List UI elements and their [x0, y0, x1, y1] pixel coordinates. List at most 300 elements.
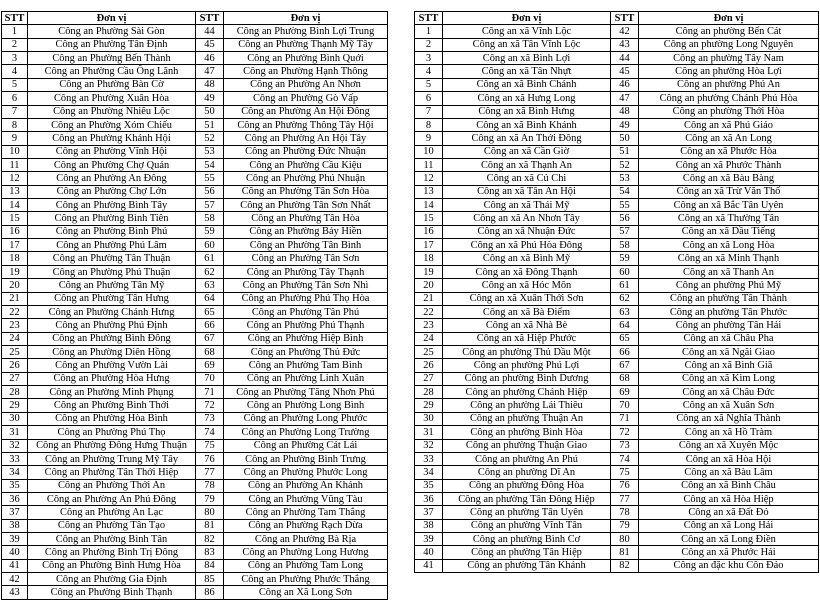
- row-number: 51: [196, 118, 224, 131]
- table-row: [2, 345, 388, 358]
- row-number: 2: [2, 38, 28, 51]
- unit-name: Công an xã An Thới Đông: [443, 132, 611, 145]
- table-row: [415, 158, 819, 171]
- unit-name: Công an xã Phước Thành: [639, 158, 819, 171]
- row-number: 48: [196, 78, 224, 91]
- table-row: [415, 25, 819, 38]
- table-row: [2, 492, 388, 505]
- unit-name: Công an Phường Sài Gòn: [28, 25, 196, 38]
- unit-name: Công an phường Tây Nam: [639, 52, 819, 65]
- unit-name: Công an Phường Chợ Quán: [28, 158, 196, 171]
- row-number: 36: [415, 492, 443, 505]
- table-row: [415, 506, 819, 519]
- unit-name: Công an xã Trừ Văn Thố: [639, 185, 819, 198]
- unit-name: Công an xã Dầu Tiếng: [639, 225, 819, 238]
- table-row: [415, 65, 819, 78]
- table-row: [2, 118, 388, 131]
- unit-name: Công an Phường Gò Vấp: [224, 92, 388, 105]
- row-number: 13: [415, 185, 443, 198]
- row-number: 67: [196, 332, 224, 345]
- table-row: [2, 78, 388, 91]
- row-number: 67: [611, 359, 639, 372]
- row-number: 54: [611, 185, 639, 198]
- unit-name: Công an Phường An Nhơn: [224, 78, 388, 91]
- table-row: [415, 239, 819, 252]
- row-number: 50: [196, 105, 224, 118]
- unit-name: Công an Phường Hạnh Thông: [224, 65, 388, 78]
- row-number: 63: [196, 279, 224, 292]
- row-number: 22: [415, 305, 443, 318]
- unit-name: Công an phường Tân Hiệp: [443, 546, 611, 559]
- table-row: [2, 305, 388, 318]
- table-row: [2, 212, 388, 225]
- unit-name: Công an xã Thanh An: [639, 265, 819, 278]
- unit-name: Công an Phường Phú Thọ Hòa: [224, 292, 388, 305]
- unit-name: Công an Phường Cầu Kiệu: [224, 158, 388, 171]
- unit-name: Công an Phường Tân Định: [28, 38, 196, 51]
- unit-name: Công an Phường Tam Thắng: [224, 506, 388, 519]
- row-number: 49: [196, 92, 224, 105]
- table-row: [415, 533, 819, 546]
- table-row: [2, 519, 388, 532]
- row-number: 52: [611, 158, 639, 171]
- header-stt: STT: [415, 12, 443, 25]
- row-number: 41: [415, 559, 443, 572]
- table-row: [2, 359, 388, 372]
- unit-name: Công an Phường Phú Nhuận: [224, 172, 388, 185]
- unit-name: Công an xã Xuyên Mộc: [639, 439, 819, 452]
- table-row: [2, 265, 388, 278]
- row-number: 26: [2, 359, 28, 372]
- unit-name: Công an xã Hòa Hiệp: [639, 492, 819, 505]
- unit-name: Công an xã Xuân Thới Sơn: [443, 292, 611, 305]
- row-number: 14: [2, 199, 28, 212]
- row-number: 35: [2, 479, 28, 492]
- row-number: 62: [196, 265, 224, 278]
- row-number: 64: [196, 292, 224, 305]
- unit-name: Công an phường Bình Hòa: [443, 426, 611, 439]
- row-number: 7: [415, 105, 443, 118]
- table-row: [2, 132, 388, 145]
- table-row: [2, 479, 388, 492]
- unit-name: Công an Phường Bình Thới: [28, 399, 196, 412]
- unit-name: Công an xã Thái Mỹ: [443, 199, 611, 212]
- table-row: [415, 292, 819, 305]
- unit-name: Công an xã Hòa Hội: [639, 452, 819, 465]
- row-number: 72: [611, 426, 639, 439]
- row-number: 77: [196, 466, 224, 479]
- table-row: [2, 279, 388, 292]
- unit-name: Công an phường Bình Dương: [443, 372, 611, 385]
- row-number: 27: [2, 372, 28, 385]
- unit-name: Công an xã Đất Đỏ: [639, 506, 819, 519]
- unit-name: Công an Phường Minh Phụng: [28, 386, 196, 399]
- unit-name: Công an Phường Bà Rịa: [224, 533, 388, 546]
- table-row: [2, 332, 388, 345]
- unit-name: Công an phường Lái Thiêu: [443, 399, 611, 412]
- table-row: [415, 305, 819, 318]
- row-number: 64: [611, 319, 639, 332]
- row-number: 40: [415, 546, 443, 559]
- unit-name: Công an Phường Tân Tạo: [28, 519, 196, 532]
- unit-name: Công an Phường An Phú Đông: [28, 492, 196, 505]
- table-row: [2, 185, 388, 198]
- unit-name: Công an xã Bắc Tân Uyên: [639, 199, 819, 212]
- row-number: 60: [196, 239, 224, 252]
- row-number: 24: [2, 332, 28, 345]
- row-number: 37: [415, 506, 443, 519]
- row-number: 21: [2, 292, 28, 305]
- unit-name: Công an xã Bình Giã: [639, 359, 819, 372]
- unit-name: Công an xã Bình Khánh: [443, 118, 611, 131]
- row-number: 58: [196, 212, 224, 225]
- unit-name: Công an phường Tân Phước: [639, 305, 819, 318]
- unit-name: Công an Phường Gia Định: [28, 573, 196, 586]
- row-number: 50: [611, 132, 639, 145]
- row-number: 23: [2, 319, 28, 332]
- unit-name: Công an Phường Bảy Hiền: [224, 225, 388, 238]
- row-number: 59: [196, 225, 224, 238]
- table-row: [415, 132, 819, 145]
- row-number: 34: [415, 466, 443, 479]
- unit-name: Công an phường Phú Mỹ: [639, 279, 819, 292]
- row-number: 65: [611, 332, 639, 345]
- unit-name: Công an Phường Cát Lái: [224, 439, 388, 452]
- table-row: [415, 519, 819, 532]
- unit-name: Công an Phường Tân Thới Hiệp: [28, 466, 196, 479]
- table-row: [415, 252, 819, 265]
- row-number: 8: [2, 118, 28, 131]
- unit-name: Công an xã Châu Pha: [639, 332, 819, 345]
- unit-name: Công an Phường Phú Thạnh: [224, 319, 388, 332]
- row-number: 42: [2, 573, 28, 586]
- row-number: 46: [196, 52, 224, 65]
- row-number: 68: [196, 345, 224, 358]
- row-number: 44: [611, 52, 639, 65]
- unit-name: Công an Phường Bình Tiên: [28, 212, 196, 225]
- table-row: [415, 145, 819, 158]
- unit-name: Công an Phường Tân Bình: [224, 239, 388, 252]
- unit-name: Công an Phường Tân Sơn Hòa: [224, 185, 388, 198]
- table-row: [2, 199, 388, 212]
- table-row: [2, 573, 388, 586]
- table-row: [415, 92, 819, 105]
- unit-name: Công an phường Bình Cơ: [443, 533, 611, 546]
- table-row: [415, 319, 819, 332]
- row-number: 44: [196, 25, 224, 38]
- unit-name: Công an Phường Long Bình: [224, 399, 388, 412]
- table-row: [2, 65, 388, 78]
- unit-name: Công an phường Tân Thành: [639, 292, 819, 305]
- row-number: 18: [415, 252, 443, 265]
- row-number: 3: [415, 52, 443, 65]
- row-number: 40: [2, 546, 28, 559]
- row-number: 10: [2, 145, 28, 158]
- unit-name: Công an phường Hòa Lợi: [639, 65, 819, 78]
- row-number: 56: [196, 185, 224, 198]
- table-row: [2, 319, 388, 332]
- row-number: 45: [611, 65, 639, 78]
- unit-name: Công an Phường Chợ Lớn: [28, 185, 196, 198]
- unit-name: Công an xã An Nhơn Tây: [443, 212, 611, 225]
- row-number: 69: [196, 359, 224, 372]
- row-number: 43: [611, 38, 639, 51]
- row-number: 39: [2, 533, 28, 546]
- row-number: 58: [611, 239, 639, 252]
- table-body: [2, 25, 388, 599]
- header-unit: Đơn vị: [639, 12, 819, 25]
- unit-name: Công an xã Nghĩa Thành: [639, 412, 819, 425]
- row-number: 5: [415, 78, 443, 91]
- unit-name: Công an xã Long Hải: [639, 519, 819, 532]
- table-row: [2, 533, 388, 546]
- header-unit: Đơn vị: [224, 12, 388, 25]
- table-row: [2, 105, 388, 118]
- row-number: 32: [415, 439, 443, 452]
- table-row: [415, 199, 819, 212]
- unit-name: Công an xã Thạnh An: [443, 158, 611, 171]
- unit-name: Công an xã Bình Hưng: [443, 105, 611, 118]
- unit-name: Công an xã Bà Điểm: [443, 305, 611, 318]
- row-number: 15: [415, 212, 443, 225]
- row-number: 24: [415, 332, 443, 345]
- row-number: 81: [611, 546, 639, 559]
- row-number: 30: [415, 412, 443, 425]
- row-number: 56: [611, 212, 639, 225]
- unit-name: Công an Phường Tân Thuận: [28, 252, 196, 265]
- row-number: 2: [415, 38, 443, 51]
- row-number: 18: [2, 252, 28, 265]
- table-row: [415, 386, 819, 399]
- row-number: 61: [196, 252, 224, 265]
- unit-name: Công an phường Chánh Hiệp: [443, 386, 611, 399]
- row-number: 51: [611, 145, 639, 158]
- table-row: [415, 172, 819, 185]
- unit-name: Công an phường Long Nguyên: [639, 38, 819, 51]
- header-stt: STT: [2, 12, 28, 25]
- row-number: 52: [196, 132, 224, 145]
- unit-name: Công an Phường Bình Trưng: [224, 452, 388, 465]
- unit-name: Công an Phường Bình Quới: [224, 52, 388, 65]
- row-number: 84: [196, 559, 224, 572]
- row-number: 79: [611, 519, 639, 532]
- table-row: [415, 546, 819, 559]
- unit-name: Công an xã Long Hòa: [639, 239, 819, 252]
- row-number: 42: [611, 25, 639, 38]
- row-number: 65: [196, 305, 224, 318]
- table-header-row: [415, 12, 819, 25]
- unit-name: Công an Phường Tân Sơn Nhì: [224, 279, 388, 292]
- table-row: [2, 252, 388, 265]
- unit-name: Công an Phường Tăng Nhơn Phú: [224, 386, 388, 399]
- row-number: 14: [415, 199, 443, 212]
- row-number: 62: [611, 292, 639, 305]
- row-number: 31: [2, 426, 28, 439]
- unit-name: Công an xã Bình Lợi: [443, 52, 611, 65]
- row-number: 85: [196, 573, 224, 586]
- table-row: [415, 345, 819, 358]
- row-number: 17: [415, 239, 443, 252]
- table-row: [2, 546, 388, 559]
- unit-name: Công an Phường Tây Thạnh: [224, 265, 388, 278]
- row-number: 20: [2, 279, 28, 292]
- row-number: 5: [2, 78, 28, 91]
- unit-name: Công an phường Thủ Dầu Một: [443, 345, 611, 358]
- row-number: 17: [2, 239, 28, 252]
- unit-name: Công an Phường Vườn Lài: [28, 359, 196, 372]
- row-number: 1: [415, 25, 443, 38]
- row-number: 15: [2, 212, 28, 225]
- table-row: [415, 332, 819, 345]
- unit-name: Công an phường Thuận Giao: [443, 439, 611, 452]
- unit-name: Công an xã Nhuận Đức: [443, 225, 611, 238]
- row-number: 81: [196, 519, 224, 532]
- table-row: [2, 372, 388, 385]
- table-body: [415, 25, 819, 573]
- table-row: [415, 492, 819, 505]
- row-number: 63: [611, 305, 639, 318]
- row-number: 20: [415, 279, 443, 292]
- row-number: 60: [611, 265, 639, 278]
- unit-name: Công an xã Phước Hải: [639, 546, 819, 559]
- unit-name: Công an Phường Đức Nhuận: [224, 145, 388, 158]
- unit-name: Công an Phường Tam Long: [224, 559, 388, 572]
- unit-name: Công an xã Xuân Sơn: [639, 399, 819, 412]
- row-number: 53: [611, 172, 639, 185]
- row-number: 80: [611, 533, 639, 546]
- row-number: 57: [611, 225, 639, 238]
- row-number: 4: [415, 65, 443, 78]
- row-number: 27: [415, 372, 443, 385]
- table-row: [2, 92, 388, 105]
- unit-name: Công an xã Đông Thạnh: [443, 265, 611, 278]
- row-number: 57: [196, 199, 224, 212]
- unit-name: Công an xã Hưng Long: [443, 92, 611, 105]
- unit-name: Công an phường An Phú: [443, 452, 611, 465]
- unit-name: Công an phường Tân Hải: [639, 319, 819, 332]
- unit-name: Công an Phường Vũng Tàu: [224, 492, 388, 505]
- row-number: 16: [2, 225, 28, 238]
- table-row: [2, 239, 388, 252]
- unit-name: Công an Phường Bàn Cờ: [28, 78, 196, 91]
- table-row: [2, 145, 388, 158]
- row-number: 4: [2, 65, 28, 78]
- row-number: 38: [415, 519, 443, 532]
- row-number: 33: [2, 452, 28, 465]
- unit-name: Công an Phường An Khánh: [224, 479, 388, 492]
- unit-name: Công an Phường Chánh Hưng: [28, 305, 196, 318]
- unit-name: Công an Phường Phước Long: [224, 466, 388, 479]
- row-number: 74: [611, 452, 639, 465]
- row-number: 10: [415, 145, 443, 158]
- table-row: [415, 279, 819, 292]
- row-number: 70: [196, 372, 224, 385]
- row-number: 79: [196, 492, 224, 505]
- row-number: 73: [196, 412, 224, 425]
- unit-name: Công an Phường Tân Sơn Nhất: [224, 199, 388, 212]
- row-number: 12: [415, 172, 443, 185]
- table-row: [2, 412, 388, 425]
- table-row: [415, 359, 819, 372]
- unit-name: Công an Phường Long Phước: [224, 412, 388, 425]
- row-number: 75: [196, 439, 224, 452]
- row-number: 30: [2, 412, 28, 425]
- communes-table-right: [414, 11, 819, 573]
- table-row: [2, 386, 388, 399]
- unit-name: Công an Phường Bình Lợi Trung: [224, 25, 388, 38]
- row-number: 74: [196, 426, 224, 439]
- unit-name: Công an Phường Vĩnh Hội: [28, 145, 196, 158]
- unit-name: Công an Phường Thạnh Mỹ Tây: [224, 38, 388, 51]
- table-row: [415, 466, 819, 479]
- table-row: [2, 38, 388, 51]
- unit-name: Công an Phường Khánh Hội: [28, 132, 196, 145]
- unit-name: Công an Phường Thủ Đức: [224, 345, 388, 358]
- unit-name: Công an Phường Trung Mỹ Tây: [28, 452, 196, 465]
- table-row: [2, 439, 388, 452]
- row-number: 59: [611, 252, 639, 265]
- row-number: 75: [611, 466, 639, 479]
- row-number: 25: [415, 345, 443, 358]
- unit-name: Công an Phường Phú Thọ: [28, 426, 196, 439]
- table-row: [415, 399, 819, 412]
- row-number: 29: [415, 399, 443, 412]
- unit-name: Công an xã Cần Giờ: [443, 145, 611, 158]
- table-header-row: [2, 12, 388, 25]
- row-number: 47: [196, 65, 224, 78]
- row-number: 73: [611, 439, 639, 452]
- row-number: 25: [2, 345, 28, 358]
- row-number: 31: [415, 426, 443, 439]
- row-number: 37: [2, 506, 28, 519]
- row-number: 55: [611, 199, 639, 212]
- unit-name: Công an Phường Bình Thạnh: [28, 586, 196, 599]
- unit-name: Công an Phường Phú Thuận: [28, 265, 196, 278]
- row-number: 83: [196, 546, 224, 559]
- row-number: 80: [196, 506, 224, 519]
- row-number: 78: [196, 479, 224, 492]
- unit-name: Công an xã Châu Đức: [639, 386, 819, 399]
- unit-name: Công an Phường An Lạc: [28, 506, 196, 519]
- row-number: 11: [415, 158, 443, 171]
- row-number: 61: [611, 279, 639, 292]
- table-row: [415, 118, 819, 131]
- row-number: 66: [196, 319, 224, 332]
- table-row: [415, 372, 819, 385]
- row-number: 13: [2, 185, 28, 198]
- row-number: 9: [2, 132, 28, 145]
- unit-name: Công an Phường Xóm Chiếu: [28, 118, 196, 131]
- row-number: 32: [2, 439, 28, 452]
- row-number: 45: [196, 38, 224, 51]
- unit-name: Công an xã An Long: [639, 132, 819, 145]
- row-number: 19: [2, 265, 28, 278]
- unit-name: Công an Phường An Đông: [28, 172, 196, 185]
- row-number: 46: [611, 78, 639, 91]
- unit-name: Công an xã Bình Châu: [639, 479, 819, 492]
- row-number: 36: [2, 492, 28, 505]
- row-number: 66: [611, 345, 639, 358]
- row-number: 71: [611, 412, 639, 425]
- unit-name: Công an Phường Bình Đông: [28, 332, 196, 345]
- unit-name: Công an xã Bàu Lâm: [639, 466, 819, 479]
- row-number: 26: [415, 359, 443, 372]
- unit-name: Công an đặc khu Côn Đảo: [639, 559, 819, 572]
- row-number: 28: [2, 386, 28, 399]
- unit-name: Công an Phường Bình Phú: [28, 225, 196, 238]
- row-number: 28: [415, 386, 443, 399]
- unit-name: Công an Phường Rạch Dừa: [224, 519, 388, 532]
